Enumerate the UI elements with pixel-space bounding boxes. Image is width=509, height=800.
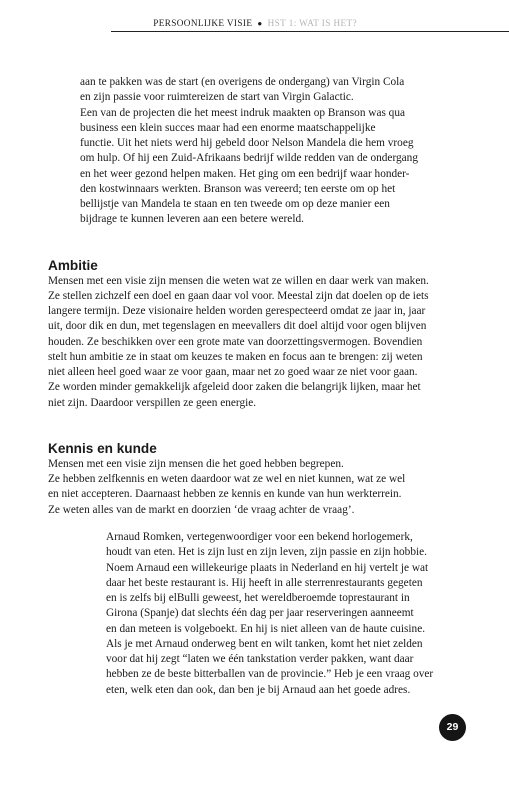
text-line: aan te pakken was de start (en overigens de ondergang) van Virgin Cola [80, 76, 405, 88]
text-line: Girona (Spanje) dat slechts één dag per jaar reserveringen aanneemt [106, 607, 414, 620]
text-line: houdt van eten. Het is zijn lust en zijn leven, zijn passie en zijn hobbie. [106, 546, 427, 559]
text-line: bellijstje van Mandela te staan en ten tweede om op deze manier een [80, 198, 390, 210]
text-line: den kostwinnaars werkten. Branson was vereerd; ten eerste om op het [80, 182, 396, 195]
text-line: voor dat hij zegt “laten we één tankstation verder pakken, want daar [106, 653, 414, 665]
header-rule [111, 31, 509, 32]
text-line: en dan meteen is volgeboekt. En hij is niet alleen van de haute cuisine. [106, 622, 426, 635]
header-text [153, 17, 357, 30]
text-line: stelt hun ambitie ze in staat om keuzes te maken en focus aan te brengen: zij weten [48, 350, 423, 363]
text-line: Een van de projecten die het meest indruk maakten op Branson was qua [80, 106, 405, 119]
text-line: Mensen met een visie zijn mensen die het goed hebben begrepen. [48, 457, 344, 470]
text-line: en niet accepteren. Daarnaast hebben ze kennis en kunde van hun werkterrein. [48, 488, 402, 501]
text-line: Noem Arnaud een willekeurige plaats in Nederland en hij vertelt je wat [106, 561, 429, 574]
page-body [48, 75, 458, 518]
text-line: Ze weten alles van de markt en doorzien ‘de vraag achter de vraag’. [48, 503, 355, 516]
header-chapter-title: HST 1: WAT IS HET? [267, 18, 357, 28]
page-number-badge: 29 [439, 714, 466, 741]
text-line: daar het beste restaurant is. Hij heeft in alle sterrenrestaurants gegeten [106, 576, 423, 589]
text-line: langere termijn. Deze visionaire helden worden gerespecteerd omdat ze jaar in, jaar [48, 305, 426, 317]
text-line: Arnaud Romken, vertegenwoordiger voor een bekend horlogemerk, [106, 531, 413, 543]
text-line: en is zelfs bij elBulli geweest, het wereldberoemde toprestaurant in [106, 592, 410, 604]
text-line: niet alleen heel goed waar ze voor gaan, maar net zo goed waar ze niet voor gaan. [48, 366, 418, 378]
quote-block [106, 530, 458, 698]
ambitie-section [48, 258, 458, 411]
text-line: Als je met Arnaud onderweg bent en wilt tanken, komt het niet zelden [106, 637, 423, 650]
header-section-title: PERSOONLIJKE VISIE [153, 18, 253, 28]
text-line: Ze worden minder gemakkelijk afgeleid door zaken die belangrijk lijken, maar het [48, 381, 421, 394]
text-line: hebben ze de beste bitterballen van de provincie.” Heb je een vraag over [106, 668, 434, 681]
text-line: Ze hebben zelfkennis en weten daardoor wat ze wel en niet kunnen, wat ze wel [48, 473, 406, 485]
text-line: bijdrage te kunnen leveren aan een betere wereld. [80, 213, 304, 226]
kennis-section [48, 441, 458, 518]
section-heading-ambitie: Ambitie [48, 257, 98, 273]
intro-paragraph [80, 75, 458, 228]
text-line: Mensen met een visie zijn mensen die weten wat ze willen en daar werk van maken. [48, 274, 429, 287]
text-line: Ze stellen zichzelf een doel en gaan daar vol voor. Meestal zijn dat doelen op de iets [48, 289, 429, 302]
text-line: om hulp. Of hij een Zuid-Afrikaans bedrijf wilde redden van de ondergang [80, 152, 418, 165]
text-line: en zijn passie voor ruimtereizen de start van Virgin Galactic. [80, 91, 354, 104]
section-heading-kennis: Kennis en kunde [48, 440, 157, 456]
text-line: functie. Uit het niets werd hij gebeld door Nelson Mandela die hem vroeg [80, 137, 414, 149]
text-line: uit, door dik en dun, met tegenslagen en meevallers dit doel altijd voor ogen blijven [48, 320, 427, 333]
running-header [0, 17, 509, 43]
text-line: houden. Ze beschikken over een grote mate van doorzettingsvermogen. Bovendien [48, 335, 423, 348]
text-line: business een klein succes maar had een enorme maatschappelijke [80, 121, 376, 134]
text-line: eten, welk eten dan ook, dan ben je bij Arnaud aan het goede adres. [106, 683, 411, 696]
text-line: en het weer gezond helpen maken. Het ging om een bedrijf waar honder- [80, 167, 410, 180]
header-bullet: ● [257, 19, 263, 28]
text-line: niet zijn. Daardoor verspillen ze geen energie. [48, 396, 257, 409]
